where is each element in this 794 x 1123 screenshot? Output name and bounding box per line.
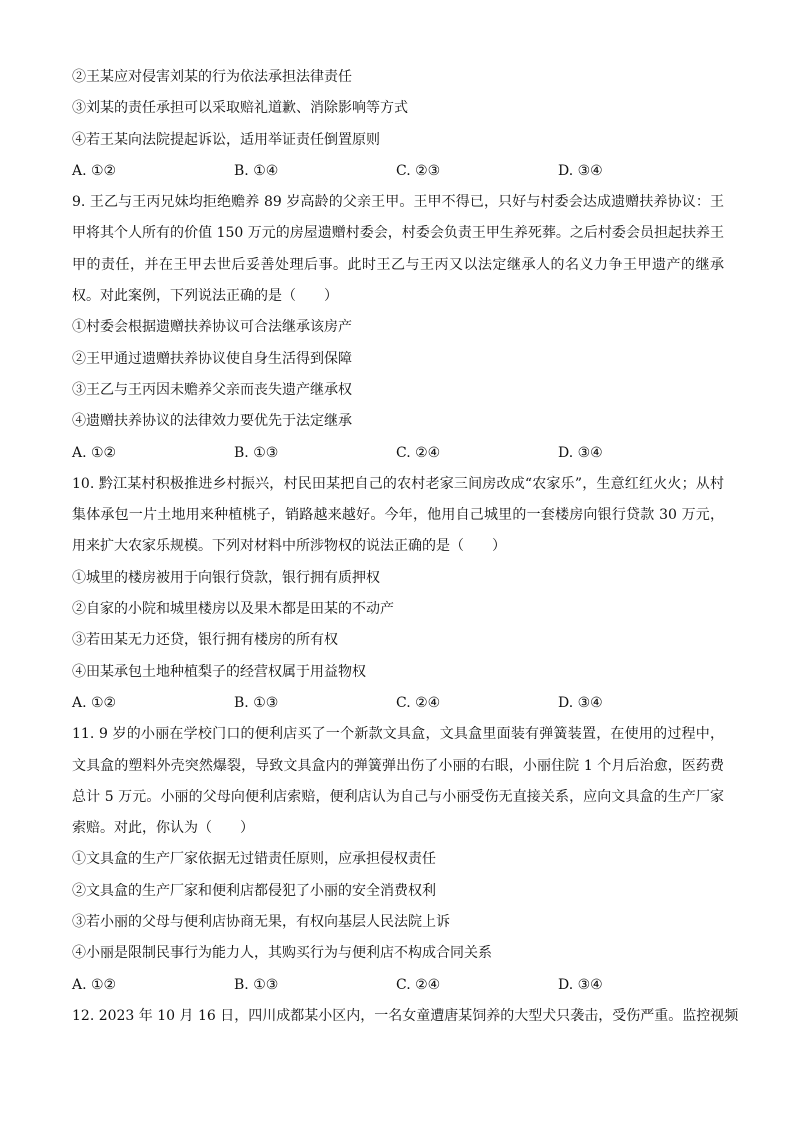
question-stem: 12. 2023 年 10 月 16 日，四川成都某小区内，一名女童遭唐某饲养的大型犬只袭击，受伤严重。监控视频 [72, 1007, 739, 1024]
option-b: B. ①③ [234, 694, 279, 711]
statement-item: ②自家的小院和城里楼房以及果木都是田某的不动产 [72, 601, 394, 618]
question-9 [72, 187, 724, 469]
option-c: C. ②④ [396, 976, 441, 993]
option-b: B. ①③ [234, 444, 279, 461]
statement-item: ①村委会根据遗赠扶养协议可合法继承该房产 [72, 319, 352, 336]
option-c: C. ②④ [396, 694, 441, 711]
statement-item: ②王某应对侵害刘某的行为依法承担法律责任 [72, 69, 352, 85]
option-c: C. ②③ [396, 162, 441, 179]
answer-options [72, 156, 724, 187]
option-a: A. ①② [72, 694, 117, 711]
option-c: C. ②④ [396, 444, 441, 461]
question-11 [72, 719, 724, 1001]
question-stem: 9. 王乙与王丙兄妹均拒绝赡养 89 岁高龄的父亲王甲。王甲不得已，只好与村委会达成遗赠扶养协议：王甲将其个人所有的价值 150 万元的房屋遗赠村委会，村委会负责王甲生养死葬。之后村委会员担起扶养王甲的责任，并在王甲去世后妥善处理后事。此时王乙与王丙又以法定继承人的名义力争王甲遗产的继承权。对此案例，下列说法正确的是（ ） [72, 194, 724, 305]
statement-item: ③若小丽的父母与便利店协商无果，有权向基层人民法院上诉 [72, 914, 450, 931]
intro-section [72, 62, 724, 187]
option-a: A. ①② [72, 162, 117, 179]
option-d: D. ③④ [558, 976, 603, 993]
statement-item: ④田某承包土地种植梨子的经营权属于用益物权 [72, 663, 366, 680]
answer-options [72, 438, 724, 469]
statement-item: ④若王某向法院提起诉讼，适用举证责任倒置原则 [72, 131, 380, 148]
option-a: A. ①② [72, 444, 117, 461]
statement-item: ③王乙与王丙因未赡养父亲而丧失遗产继承权 [72, 381, 352, 398]
document-page [72, 62, 739, 1032]
question-12 [72, 1001, 739, 1032]
statement-item: ①城里的楼房被用于向银行贷款，银行拥有质押权 [72, 569, 380, 586]
option-d: D. ③④ [558, 694, 603, 711]
statement-item: ③刘某的责任承担可以采取赔礼道歉、消除影响等方式 [72, 100, 408, 117]
option-b: B. ①④ [234, 162, 279, 179]
answer-options [72, 688, 724, 719]
option-b: B. ①③ [234, 976, 279, 993]
option-a: A. ①② [72, 976, 117, 993]
statement-item: ②文具盒的生产厂家和便利店都侵犯了小丽的安全消费权利 [72, 882, 436, 899]
option-d: D. ③④ [558, 444, 603, 461]
statement-item: ④小丽是限制民事行为能力人，其购买行为与便利店不构成合同关系 [72, 945, 492, 962]
statement-item: ②王甲通过遗赠扶养协议使自身生活得到保障 [72, 350, 352, 367]
statement-item: ①文具盒的生产厂家依据无过错责任原则，应承担侵权责任 [72, 851, 436, 868]
statement-item: ④遗赠扶养协议的法律效力要优先于法定继承 [72, 413, 352, 430]
option-d: D. ③④ [558, 162, 603, 179]
question-stem: 10. 黔江某村积极推进乡村振兴，村民田某把自己的农村老家三间房改成“农家乐”，生意红红火火；从村集体承包一片土地用来种植桃子，销路越来越好。今年，他用自己城里的一套楼房向银行贷款 30 万元，用来扩大农家乐规模。下列对材料中所涉物权的说法正确的是（ ） [72, 475, 724, 555]
statement-item: ③若田某无力还贷，银行拥有楼房的所有权 [72, 632, 338, 649]
answer-options [72, 970, 724, 1001]
question-10 [72, 469, 724, 719]
question-stem: 11. 9 岁的小丽在学校门口的便利店买了一个新款文具盒，文具盒里面装有弹簧装置，在使用的过程中，文具盒的塑料外壳突然爆裂，导致文具盒内的弹簧弹出伤了小丽的右眼，小丽住院 1 个月后治愈，医药费总计 5 万元。小丽的父母向便利店索赔，便利店认为自己与小丽受伤无直接关系，应向文具盒的生产厂家索赔。对此，你认为（ ） [72, 726, 724, 837]
